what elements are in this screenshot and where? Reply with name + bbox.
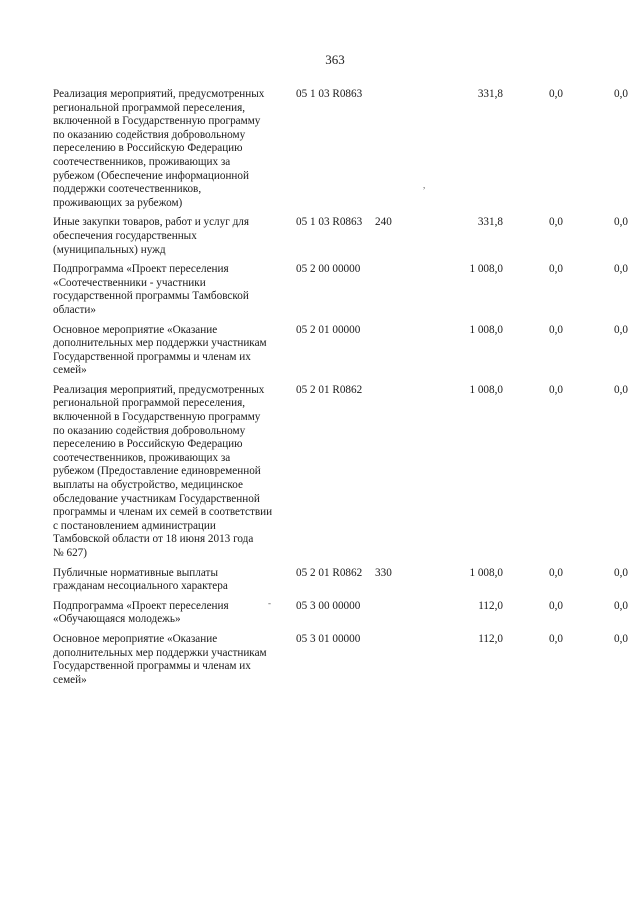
table-row xyxy=(53,566,628,594)
row-name: Основное мероприятие «Оказание дополнительных мер поддержки участникам Государственной программы и членам их семей» xyxy=(53,323,267,377)
row-value-2: 0,0 xyxy=(549,216,563,229)
row-value-1: 1 008,0 xyxy=(469,323,503,336)
row-code: 05 1 03 R0863 xyxy=(296,216,363,229)
row-value-1: 1 008,0 xyxy=(469,566,503,579)
row-code: 05 2 01 R0862 xyxy=(296,383,363,396)
row-value-2: 0,0 xyxy=(549,632,563,645)
row-code: 05 2 00 00000 xyxy=(296,263,361,276)
row-name: Реализация мероприятий, предусмотренных региональной программой переселения, включенной в Государственную программу по оказанию содействия добровольному переселению в Российскую Федерацию соотечественников, проживающих за рубежом (Обеспечение информационной поддержки соотечественников, проживающих за рубежом) xyxy=(53,88,265,209)
row-name: Публичные нормативные выплаты гражданам несоциального характера xyxy=(53,566,228,593)
row-value-3: 0,0 xyxy=(614,216,628,229)
row-value-1: 112,0 xyxy=(478,632,503,645)
row-name: Подпрограмма «Проект переселения «Соотечественники - участники государственной программы Тамбовской области» xyxy=(53,263,249,316)
row-code: 05 2 01 00000 xyxy=(296,323,361,336)
budget-table xyxy=(53,88,628,693)
row-value-3: 0,0 xyxy=(614,383,628,396)
row-value-2: 0,0 xyxy=(549,88,563,100)
row-value-2: 0,0 xyxy=(549,263,563,276)
row-value-1: 112,0 xyxy=(478,599,503,612)
row-code: 05 3 00 00000 xyxy=(296,599,361,612)
row-name: Основное мероприятие «Оказание дополнительных мер поддержки участникам Государственной программы и членам их семей» xyxy=(53,632,267,686)
row-expense-type: 240 xyxy=(375,216,392,229)
table-row xyxy=(53,632,628,687)
row-value-3: 0,0 xyxy=(614,88,628,100)
scan-speck: - xyxy=(268,598,271,608)
row-name: Реализация мероприятий, предусмотренных региональной программой переселения, включенной в Государственную программу по оказанию содействия добровольному переселению в Российскую Федерацию соотечественников, проживающих за рубежом (Предоставление единовременной выплаты на обустройство, медицинское обследование участникам Государственной программы и членам их семей в соответствии с постановлением администрации Тамбовской области от 18 июня 2013 года № 627) xyxy=(53,383,273,559)
row-value-1: 1 008,0 xyxy=(469,263,503,276)
row-value-1: 331,8 xyxy=(477,216,503,229)
row-value-2: 0,0 xyxy=(549,599,563,612)
scan-speck: , xyxy=(423,180,426,190)
table-row xyxy=(53,323,628,378)
row-code: 05 2 01 R0862 xyxy=(296,566,363,579)
row-name: Подпрограмма «Проект переселения «Обучающаяся молодежь» xyxy=(53,599,229,626)
table-row xyxy=(53,216,628,257)
row-value-3: 0,0 xyxy=(614,566,628,579)
row-expense-type: 330 xyxy=(375,566,392,579)
row-value-1: 331,8 xyxy=(477,88,503,100)
row-code: 05 3 01 00000 xyxy=(296,632,361,645)
row-value-3: 0,0 xyxy=(614,263,628,276)
row-value-3: 0,0 xyxy=(614,632,628,645)
table-row xyxy=(53,88,628,210)
table-row xyxy=(53,599,628,627)
row-value-3: 0,0 xyxy=(614,599,628,612)
row-value-2: 0,0 xyxy=(549,566,563,579)
table-row xyxy=(53,383,628,561)
table-row xyxy=(53,263,628,317)
row-value-3: 0,0 xyxy=(614,323,628,336)
row-value-2: 0,0 xyxy=(549,383,563,396)
row-code: 05 1 03 R0863 xyxy=(296,88,363,100)
row-name: Иные закупки товаров, работ и услуг для обеспечения государственных (муниципальных) нужд xyxy=(53,216,250,256)
page-number: 363 xyxy=(325,52,345,67)
row-value-2: 0,0 xyxy=(549,323,563,336)
row-value-1: 1 008,0 xyxy=(469,383,503,396)
